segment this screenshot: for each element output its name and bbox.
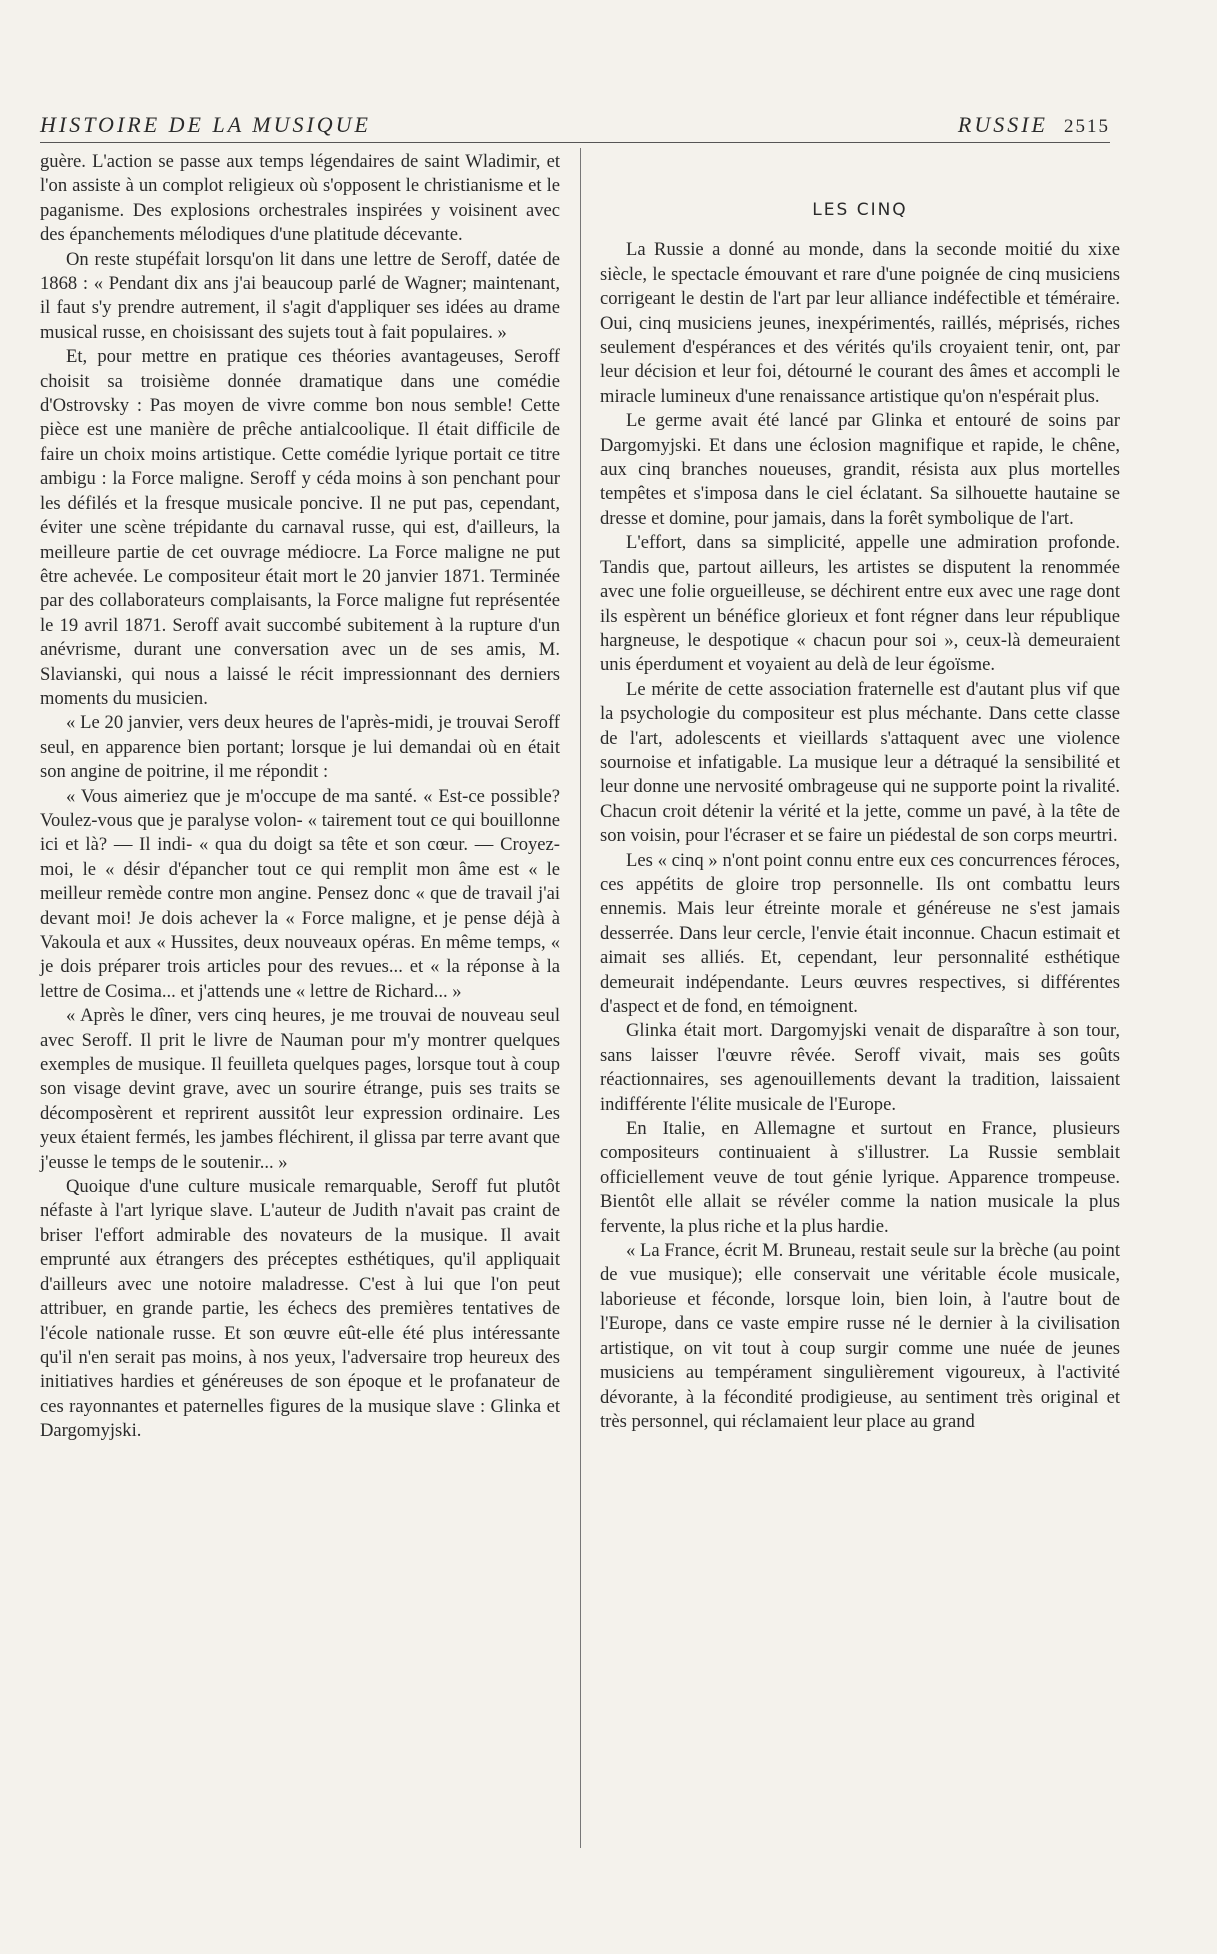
right-column (600, 150, 1120, 1434)
paragraph-r3: L'effort, dans sa simplicité, appelle une admiration profonde. Tandis que, partout ailleurs, les artistes se disputent la renommée avec une folie orgueilleuse, se déchirent entre eux avec une rage dont ils espèrent un bénéfice glorieux et font régner dans leur république hargneuse, le despotique « chacun pour soi », ceux-là demeuraient unis éperdument et voyaient au delà de leur égoïsme. (600, 532, 1120, 676)
header-section-name: RUSSIE (957, 112, 1048, 137)
header-book-title: HISTOIRE DE LA MUSIQUE (40, 112, 371, 137)
running-header (40, 112, 1110, 142)
paragraph-r7: En Italie, en Allemagne et surtout en France, plusieurs compositeurs continuaient à s'illustrer. La Russie semblait officiellement veuve de tout génie lyrique. Apparence trompeuse. Bientôt elle allait se révéler comme la nation musicale la plus fervente, la plus riche et la plus hardie. (600, 1118, 1120, 1237)
header-right (958, 112, 1110, 138)
paragraph-r6: Glinka était mort. Dargomyjski venait de disparaître à son tour, sans laisser l'œuvre rêvée. Seroff vivait, mais ses goûts réactionnaires, ses agenouillements devant la tradition, laissaient indifférente l'élite musicale de l'Europe. (600, 1020, 1120, 1115)
paragraph-l7: Quoique d'une culture musicale remarquable, Seroff fut plutôt néfaste à l'art lyrique slave. L'auteur de Judith n'avait pas craint de briser l'effort admirable des novateurs de la musique. Il avait emprunté aux étrangers des préceptes esthétiques, qu'il appliquait d'ailleurs avec une notoire maladresse. C'est à lui que l'on peut attribuer, en grande partie, les échecs des premières tentatives de l'école nationale russe. Et son œuvre eût-elle été plus intéressante qu'il n'en serait pas moins, à nos yeux, l'adversaire trop heureux des initiatives hardies et généreuses de son époque et le profanateur de ces rayonnantes et paternelles figures de la musique slave : Glinka et Dargomyjski. (40, 1176, 560, 1442)
paragraph-l4: « Le 20 janvier, vers deux heures de l'après-midi, je trouvai Seroff seul, en apparence bien portant; lorsque je lui demandai où en était son angine de poitrine, il me répondit : (40, 712, 560, 783)
paragraph-r1: La Russie a donné au monde, dans la seconde moitié du xixe siècle, le spectacle émouvant et rare d'une poignée de cinq musiciens corrigeant le destin de l'art par leur alliance indéfectible et téméraire. Oui, cinq musiciens jeunes, inexpérimentés, raillés, méprisés, riches seulement d'espérances et des vérités qu'ils croyaient tenir, ont, par leur décision et leur foi, détourné le courant des âmes et accompli le miracle lumineux d'une renaissance artistique qu'on n'espérait plus. (600, 239, 1120, 407)
page-number: 2515 (1064, 116, 1110, 137)
column-divider (580, 148, 581, 1848)
header-rule (40, 142, 1110, 143)
paragraph-l2: On reste stupéfait lorsqu'on lit dans une lettre de Seroff, datée de 1868 : « Pendant dix ans j'ai beaucoup parlé de Wagner; maintenant, il faut s'y prendre autrement, il s'agit d'appliquer ses idées au drame musical russe, en choisissant des sujets tout à fait populaires. » (40, 248, 560, 343)
paragraph-r8: « La France, écrit M. Bruneau, restait seule sur la brèche (au point de vue musique); elle conservait une véritable école musicale, laborieuse et féconde, lorsque loin, bien loin, à l'autre bout de l'Europe, dans ce vaste empire russe né le dernier à la civilisation artistique, on vit tout à coup surgir comme une nuée de jeunes musiciens au tempérament singulièrement vigoureux, à l'activité dévorante, à la fécondité prodigieuse, au sentiment très original et très personnel, qui réclamaient leur place au grand (600, 1240, 1120, 1432)
paragraph-l5: « Vous aimeriez que je m'occupe de ma santé. « Est-ce possible? Voulez-vous que je paralyse volon- « tairement tout ce qui bouillonne ici et là? — Il indi- « qua du doigt sa tête et son cœur. — Croyez-moi, le « désir d'épancher tout ce qui remplit mon âme est « le meilleur remède contre mon angine. Pensez donc « que de travail j'ai devant moi! Je dois achever la « Force maligne, et je pense déjà à Vakoula et aux « Hussites, deux nouveaux opéras. En même temps, « je dois préparer trois articles pour des revues... et « la réponse à la lettre de Cosima... et j'attends une « lettre de Richard... » (40, 785, 560, 1002)
paragraph-r2: Le germe avait été lancé par Glinka et entouré de soins par Dargomyjski. Et dans une éclosion magnifique et rapide, le chêne, aux cinq branches noueuses, grandit, résista aux plus mortelles tempêtes et s'imposa dans le ciel éclatant. Sa silhouette hautaine se dresse et domine, pour jamais, dans la forêt symbolique de l'art. (600, 410, 1120, 529)
left-column (40, 150, 560, 1444)
paragraph-l1: guère. L'action se passe aux temps légendaires de saint Wladimir, et l'on assiste à un complot religieux où s'opposent le christianisme et le paganisme. Des explosions orchestrales inspirées y voisinent avec des épanchements mélodiques d'une platitude décevante. (40, 151, 560, 246)
paragraph-l3: Et, pour mettre en pratique ces théories avantageuses, Seroff choisit sa troisième donnée dramatique dans une comédie d'Ostrovsky : Pas moyen de vivre comme bon nous semble! Cette pièce est une manière de prêche antialcoolique. Il était difficile de faire un choix moins artistique. Cette comédie lyrique portait ce titre ambigu : la Force maligne. Seroff y céda moins à son penchant pour les défilés et la fresque musicale poncive. Il ne put pas, cependant, éviter une scène trépidante du carnaval russe, qui est, d'ailleurs, la meilleure partie de cet ouvrage médiocre. La Force maligne ne put être achevée. Le compositeur était mort le 20 janvier 1871. Terminée par des collaborateurs complaisants, la Force maligne fut représentée le 19 avril 1871. Seroff avait succombé subitement à la rupture d'un anévrisme, durant une conversation avec un de ses amis, M. Slavianski, qui nous a laissé le récit impressionnant des derniers moments du musicien. (40, 346, 560, 709)
paragraph-r4: Le mérite de cette association fraternelle est d'autant plus vif que la psychologie du compositeur est plus méchante. Dans cette classe de l'art, adolescents et vieillards s'attaquent avec une violence sournoise et infatigable. La musique leur a détraqué la sensibilité et leur donne une nervosité ombrageuse qui ne supporte point la rivalité. Chacun croit détenir la vérité et la jette, comme un pavé, à la tête de son voisin, pour l'écraser et se faire un piédestal de son corps meurtri. (600, 678, 1120, 847)
paragraph-r5: Les « cinq » n'ont point connu entre eux ces concurrences féroces, ces appétits de gloire trop personnelle. Ils ont combattu leurs ennemis. Mais leur étreinte morale et généreuse ne s'est jamais desserrée. Dans leur cercle, l'envie était inconnue. Chacun estimait et aimait ses alliés. Et, cependant, leur personnalité esthétique demeurait indépendante. Leurs œuvres respectives, si différentes d'aspect et de fond, en témoignent. (600, 849, 1120, 1017)
paragraph-l6: « Après le dîner, vers cinq heures, je me trouvai de nouveau seul avec Seroff. Il prit le livre de Nauman pour m'y montrer quelques exemples de musique. Il feuilleta quelques pages, lorsque tout à coup son visage devint grave, avec un sourire étrange, puis ses traits se décomposèrent et reprirent aussitôt leur expression ordinaire. Les yeux étaient fermés, les jambes fléchirent, il glissa par terre avant que j'eusse le temps de le soutenir... » (40, 1005, 560, 1173)
section-title: LES CINQ (812, 200, 908, 220)
